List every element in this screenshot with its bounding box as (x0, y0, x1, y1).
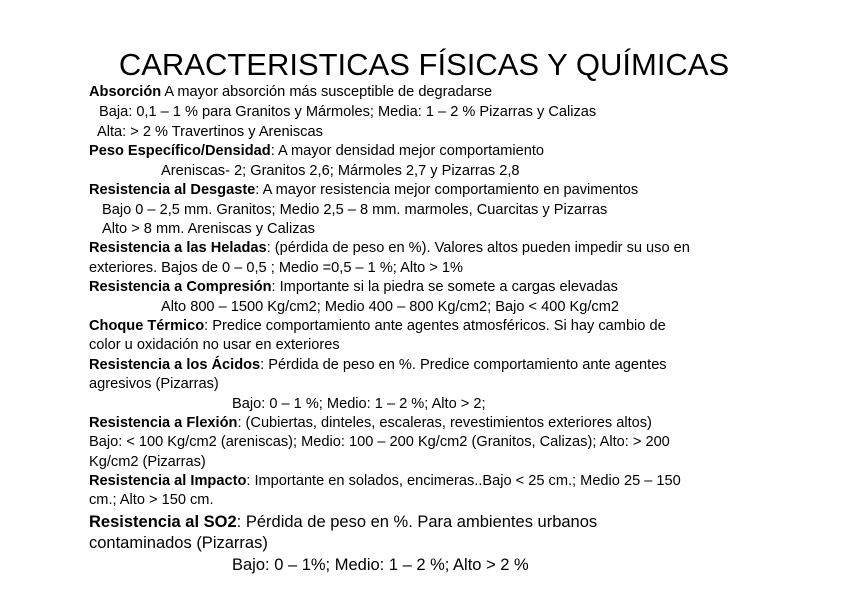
desgaste-term: Resistencia al Desgaste (89, 182, 256, 198)
choque-heading (89, 317, 666, 336)
impacto-values: cm.; Alto > 150 cm. (89, 492, 214, 508)
so2-term: Resistencia al SO2 (89, 513, 237, 531)
flexion-values-2: Kg/cm2 (Pizarras) (89, 454, 206, 470)
impacto-desc: : Importante en solados, encimeras..Bajo < 25 cm.; Medio 25 – 150 (246, 473, 681, 489)
choque-term: Choque Térmico (89, 318, 205, 334)
choque-desc: : Predice comportamiento ante agentes atmosféricos. Si hay cambio de (204, 318, 666, 334)
impacto-term: Resistencia al Impacto (89, 473, 247, 489)
flexion-heading (89, 414, 652, 433)
peso-values: Areniscas- 2; Granitos 2,6; Mármoles 2,7 y Pizarras 2,8 (161, 163, 520, 179)
peso-term: Peso Específico/Densidad (89, 143, 271, 159)
so2-desc: : Pérdida de peso en %. Para ambientes urbanos (236, 513, 598, 531)
compresion-desc: : Importante si la piedra se somete a cargas elevadas (271, 279, 618, 295)
impacto-heading (89, 472, 681, 491)
choque-values: color u oxidación no usar en exteriores (89, 337, 340, 353)
desgaste-heading (89, 181, 638, 200)
compresion-term: Resistencia a Compresión (89, 279, 272, 295)
so2-values-1: contaminados (Pizarras) (89, 534, 268, 552)
desgaste-values-2: Alto > 8 mm. Areniscas y Calizas (102, 221, 315, 237)
acidos-values-2: Bajo: 0 – 1 %; Medio: 1 – 2 %; Alto > 2; (232, 396, 486, 412)
absorcion-term: Absorción (89, 84, 162, 100)
peso-heading (89, 142, 544, 161)
flexion-term: Resistencia a Flexión (89, 415, 238, 431)
absorcion-values-1: Baja: 0,1 – 1 % para Granitos y Mármoles; Media: 1 – 2 % Pizarras y Calizas (99, 104, 597, 120)
compresion-values: Alto 800 – 1500 Kg/cm2; Medio 400 – 800 Kg/cm2; Bajo < 400 Kg/cm2 (161, 299, 619, 315)
absorcion-values-2: Alta: > 2 % Travertinos y Areniscas (97, 124, 323, 140)
heladas-term: Resistencia a las Heladas (89, 240, 267, 256)
acidos-desc: : Pérdida de peso en %. Predice comportamiento ante agentes (260, 357, 667, 373)
heladas-heading (89, 239, 690, 258)
desgaste-values-1: Bajo 0 – 2,5 mm. Granitos; Medio 2,5 – 8 mm. marmoles, Cuarcitas y Pizarras (102, 202, 608, 218)
flexion-values-1: Bajo: < 100 Kg/cm2 (areniscas); Medio: 100 – 200 Kg/cm2 (Granitos, Calizas); Alto: > 200 (89, 434, 670, 450)
absorcion-desc: A mayor absorción más susceptible de degradarse (161, 84, 493, 100)
peso-desc: : A mayor densidad mejor comportamiento (270, 143, 545, 159)
so2-heading (89, 512, 597, 533)
flexion-desc: : (Cubiertas, dinteles, escaleras, revestimientos exteriores altos) (237, 415, 652, 431)
acidos-values-1: agresivos (Pizarras) (89, 376, 219, 392)
heladas-values: exteriores. Bajos de 0 – 0,5 ; Medio =0,5 – 1 %; Alto > 1% (89, 260, 463, 276)
page-title: CARACTERISTICAS FÍSICAS Y QUÍMICAS (118, 47, 730, 82)
heladas-desc: : (pérdida de peso en %). Valores altos pueden impedir su uso en (266, 240, 690, 256)
acidos-heading (89, 356, 667, 375)
absorcion-heading (89, 83, 492, 102)
compresion-heading (89, 278, 618, 297)
so2-values-2: Bajo: 0 – 1%; Medio: 1 – 2 %; Alto > 2 % (232, 556, 529, 574)
desgaste-desc: : A mayor resistencia mejor comportamiento en pavimentos (255, 182, 639, 198)
acidos-term: Resistencia a los Ácidos (89, 357, 261, 373)
